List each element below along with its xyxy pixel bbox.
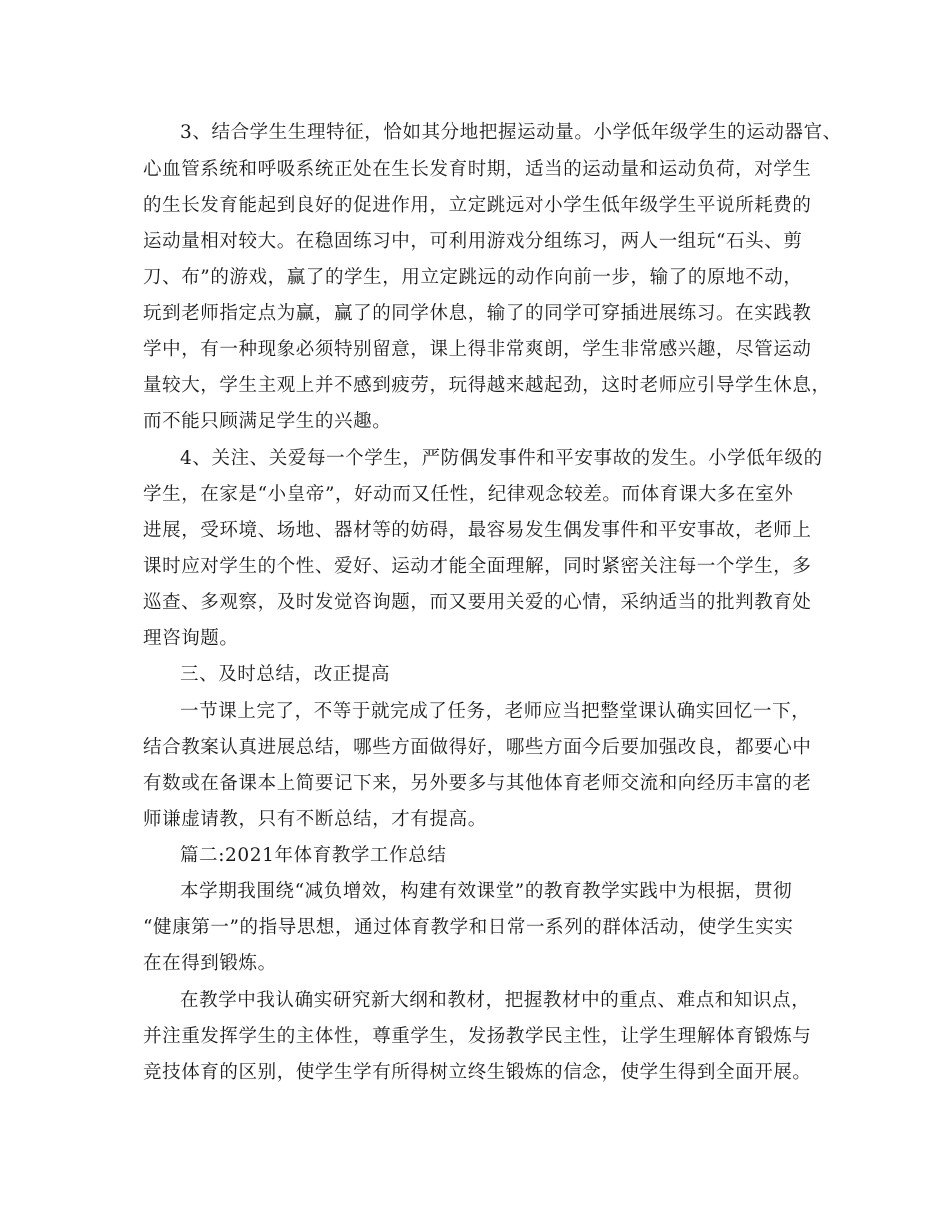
paragraph-line: 刀、布”的游戏，赢了的学生，用立定跳远的动作向前一步，输了的原地不动， bbox=[143, 267, 803, 288]
paragraph-line: 巡查、多观察，及时发觉咨询题，而又要用关爱的心情，采纳适当的批判教育处 bbox=[143, 592, 812, 613]
paragraph-line: 本学期我围绕“减负增效，构建有效课堂”的教育教学实践中为根据，贯彻 bbox=[180, 881, 793, 902]
paragraph-line: 有数或在备课本上简要记下来，另外要多与其他体育老师交流和向经历丰富的老 bbox=[143, 773, 812, 794]
section-heading: 篇二:2021年体育教学工作总结 bbox=[180, 845, 447, 866]
paragraph-line: 心血管系统和呼吸系统正处在生长发育时期，适当的运动量和运动负荷，对学生 bbox=[143, 159, 812, 180]
paragraph-line: 并注重发挥学生的主体性，尊重学生，发扬教学民主性，让学生理解体育锻炼与 bbox=[143, 1026, 812, 1047]
paragraph-line: 课时应对学生的个性、爱好、运动才能全面理解，同时紧密关注每一个学生，多 bbox=[143, 556, 812, 577]
paragraph-line: 进展，受环境、场地、器材等的妨碍，最容易发生偶发事件和平安事故，老师上 bbox=[143, 520, 812, 541]
paragraph-line: 在教学中我认确实研究新大纲和教材，把握教材中的重点、难点和知识点， bbox=[180, 990, 811, 1011]
paragraph-line: 学生，在家是“小皇帝”，好动而又任性，纪律观念较差。而体育课大多在室外 bbox=[143, 484, 794, 505]
paragraph-line: “健康第一”的指导思想，通过体育教学和日常一系列的群体活动，使学生实实 bbox=[143, 917, 794, 938]
paragraph-line: 而不能只顾满足学生的兴趣。 bbox=[143, 411, 392, 432]
paragraph-line: 4、关注、关爱每一个学生，严防偶发事件和平安事故的发生。小学低年级的 bbox=[180, 448, 823, 469]
paragraph-line: 的生长发育能起到良好的促进作用，立定跳远对小学生低年级学生平说所耗费的 bbox=[143, 195, 812, 216]
paragraph-line: 结合教案认真进展总结，哪些方面做得好，哪些方面今后要加强改良，都要心中 bbox=[143, 737, 812, 758]
paragraph-line: 学中，有一种现象必须特别留意，课上得非常爽朗，学生非常感兴趣，尽管运动 bbox=[143, 339, 812, 360]
paragraph-line: 竞技体育的区别，使学生学有所得树立终生锻炼的信念，使学生得到全面开展。 bbox=[143, 1062, 812, 1083]
paragraph-line: 一节课上完了，不等于就完成了任务，老师应当把整堂课认确实回忆一下， bbox=[180, 701, 811, 722]
paragraph-line: 3、结合学生生理特征，恰如其分地把握运动量。小学低年级学生的运动器官、 bbox=[180, 122, 842, 143]
paragraph-line: 师谦虚请教，只有不断总结，才有提高。 bbox=[143, 809, 487, 830]
section-heading: 三、及时总结，改正提高 bbox=[180, 664, 391, 685]
paragraph-line: 理咨询题。 bbox=[143, 628, 239, 649]
paragraph-line: 运动量相对较大。在稳固练习中，可利用游戏分组练习，两人一组玩“石头、剪 bbox=[143, 231, 803, 252]
paragraph-line: 在在得到锻炼。 bbox=[143, 953, 277, 974]
paragraph-line: 玩到老师指定点为赢，赢了的同学休息，输了的同学可穿插进展练习。在实践教 bbox=[143, 303, 812, 324]
paragraph-line: 量较大，学生主观上并不感到疲劳，玩得越来越起劲，这时老师应引导学生休息， bbox=[143, 375, 831, 396]
